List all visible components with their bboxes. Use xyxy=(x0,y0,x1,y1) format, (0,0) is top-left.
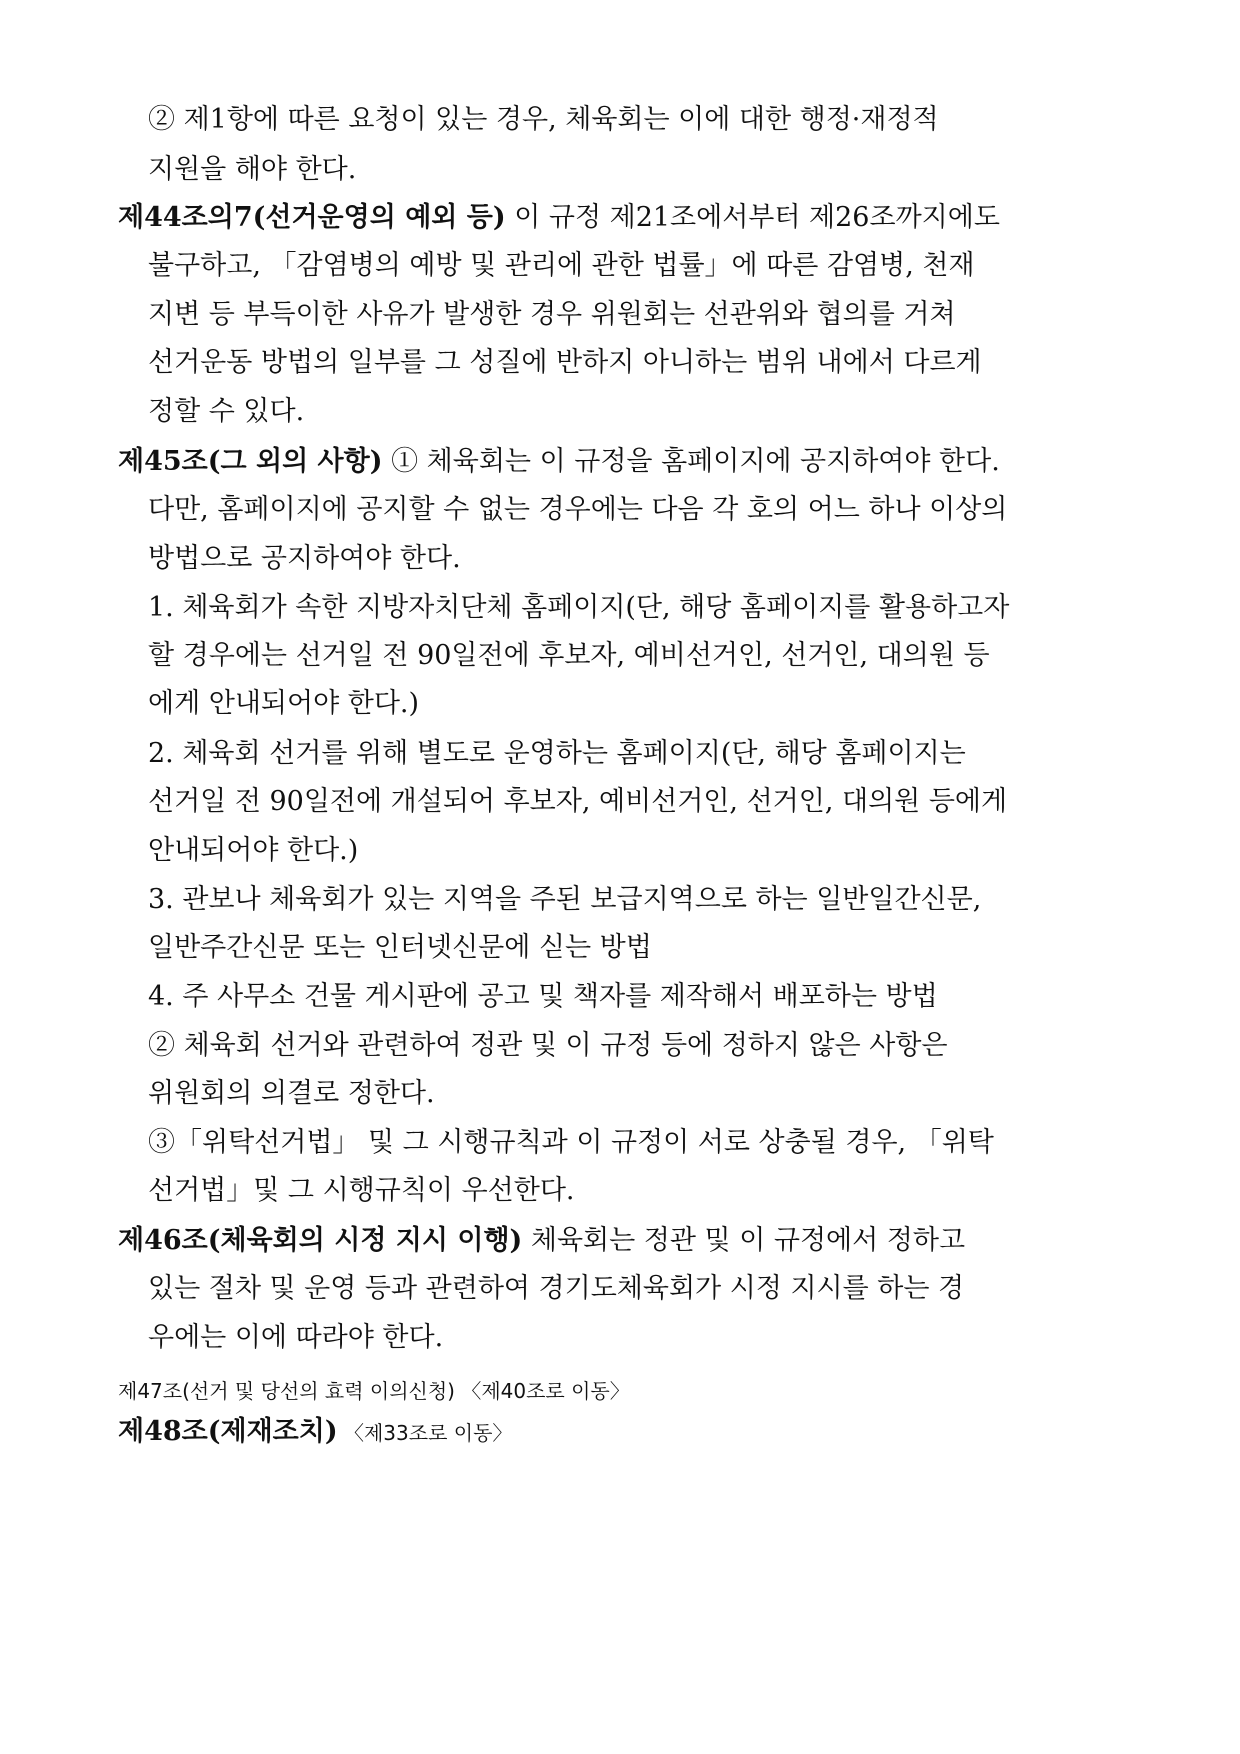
article-text: 이 규정 제21조에서부터 제26조까지에도 xyxy=(505,202,1000,233)
article-heading: 제48조(제재조치) xyxy=(118,1416,338,1447)
text-line: ② 체육회 선거와 관련하여 정관 및 이 규정 등에 정하지 않은 사항은 xyxy=(148,1030,948,1061)
text-line: ③「위탁선거법」 및 그 시행규칙과 이 규정이 서로 상충될 경우, 「위탁 xyxy=(148,1127,994,1158)
text-line: 선거일 전 90일전에 개설되어 후보자, 예비선거인, 선거인, 대의원 등에게 xyxy=(148,786,1008,817)
article-heading: 제45조(그 외의 사항) xyxy=(118,446,383,477)
text-line: 지원을 해야 한다. xyxy=(148,154,357,185)
article-heading: 제44조의7(선거운영의 예외 등) xyxy=(118,202,506,233)
text-line: ② 제1항에 따른 요청이 있는 경우, 체육회는 이에 대한 행정·재정적 xyxy=(148,104,939,135)
text-line: 안내되어야 한다.) xyxy=(148,835,359,866)
article-heading: 제46조(체육회의 시정 지시 이행) xyxy=(118,1225,523,1256)
text-line: 일반주간신문 또는 인터넷신문에 싣는 방법 xyxy=(148,932,652,963)
article-47-note: 제47조(선거 및 당선의 효력 이의신청) 〈제40조로 이동〉 xyxy=(118,1379,630,1403)
article-48-line xyxy=(0,1414,1240,1450)
article-44-7-line xyxy=(0,200,1240,236)
text-line: 지변 등 부득이한 사유가 발생한 경우 위원회는 선관위와 협의를 거쳐 xyxy=(148,299,956,330)
text-line: 위원회의 의결로 정한다. xyxy=(148,1078,435,1109)
text-line: 다만, 홈페이지에 공지할 수 없는 경우에는 다음 각 호의 어느 하나 이상의 xyxy=(148,494,1008,525)
text-line: 에게 안내되어야 한다.) xyxy=(148,688,420,719)
list-item-line: 3. 관보나 체육회가 있는 지역을 주된 보급지역으로 하는 일반일간신문, xyxy=(148,884,982,915)
text-line: 선거운동 방법의 일부를 그 성질에 반하지 아니하는 범위 내에서 다르게 xyxy=(148,347,982,378)
list-item-line: 4. 주 사무소 건물 게시판에 공고 및 책자를 제작해서 배포하는 방법 xyxy=(148,981,938,1012)
text-line: 있는 절차 및 운영 등과 관련하여 경기도체육회가 시정 지시를 하는 경 xyxy=(148,1273,965,1304)
list-item-line: 1. 체육회가 속한 지방자치단체 홈페이지(단, 해당 홈페이지를 활용하고자 xyxy=(148,592,1010,623)
article-note: 〈제33조로 이동〉 xyxy=(337,1421,513,1445)
text-line: 정할 수 있다. xyxy=(148,396,305,427)
article-text: 체육회는 정관 및 이 규정에서 정하고 xyxy=(522,1225,966,1256)
text-line: 할 경우에는 선거일 전 90일전에 후보자, 예비선거인, 선거인, 대의원 등 xyxy=(148,640,990,671)
list-item-line: 2. 체육회 선거를 위해 별도로 운영하는 홈페이지(단, 해당 홈페이지는 xyxy=(148,738,966,769)
text-line: 선거법」및 그 시행규칙이 우선한다. xyxy=(148,1175,575,1206)
text-line: 방법으로 공지하여야 한다. xyxy=(148,543,461,574)
article-text: ① 체육회는 이 규정을 홈페이지에 공지하여야 한다. xyxy=(382,446,1000,477)
article-46-line xyxy=(0,1223,1240,1259)
text-line: 우에는 이에 따라야 한다. xyxy=(148,1322,444,1353)
text-line: 불구하고, 「감염병의 예방 및 관리에 관한 법률」에 따른 감염병, 천재 xyxy=(148,250,975,281)
article-45-line xyxy=(0,444,1240,480)
